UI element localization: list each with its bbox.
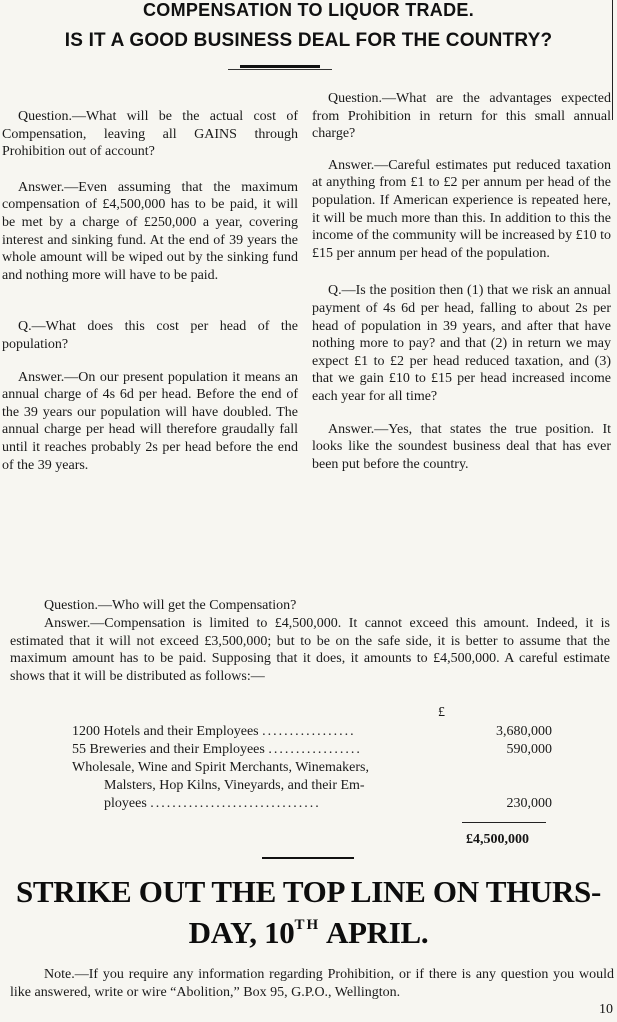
left-column xyxy=(2,108,298,474)
answer-advantages: Answer.—Careful estimates put reduced taxation at anything from £1 to £2 per annum per head of the population. If American experience is repeated here, it will be much more than this. In addition to this the income of the community will be increased by £10 to £15 per annum per head of the population. xyxy=(312,157,611,261)
question-per-head: Q.—What does this cost per head of the population? xyxy=(2,319,298,352)
row-label: 1200 Hotels and their Employees xyxy=(72,724,259,739)
headline-rule xyxy=(240,65,320,68)
row-label: 55 Breweries and their Employees xyxy=(72,742,265,757)
row-label: Malsters, Hop Kilns, Vineyards, and their Em- xyxy=(104,778,365,793)
row-label: Wholesale, Wine and Spirit Merchants, Winemakers, xyxy=(72,760,369,775)
distribution-total: £4,500,000 xyxy=(466,832,529,847)
distribution-row-continued xyxy=(104,778,365,794)
right-column xyxy=(312,90,611,473)
answer-per-head: Answer.—On our present population it means an annual charge of 4s 6d per head. Before the end of the 39 years our population will have doubled. The annual charge per head will therefore graudally fall until it reaches probably 2s per head before the end of the 39 years. xyxy=(2,369,298,473)
question-position: Q.—Is the position then (1) that we risk an annual payment of 4s 6d per head, falling to about 2s per head of population in 39 years, and after that have nothing more to pay? and that (2) in return we may expect £1 to £2 per head reduced taxation, and (3) that we gain £10 to £15 per head increased income each year for all time? xyxy=(312,283,611,404)
note-text: Note.—If you require any information regarding Prohibition, or if there is any question you would like answered, write or wire “Abolition,” Box 95, G.P.O., Wellington. xyxy=(10,967,614,1000)
page-folio: 10 xyxy=(599,1002,613,1017)
banner-line-1: STRIKE OUT THE TOP LINE ON THURS- xyxy=(15,874,602,909)
distribution-row xyxy=(72,742,362,758)
note xyxy=(10,966,614,1001)
question-cost: Question.—What will be the actual cost of Compensation, leaving all GAINS through Prohibition out of account? xyxy=(2,109,298,160)
answer-who-gets: Answer.—Compensation is limited to £4,500,000. It cannot exceed this amount. Indeed, it is estimated that it will not exceed £3,500,000; but to be on the safe side, it is better to assume that the maximum amount has to be paid. Supposing that it does, it amounts to £4,500,000. A careful estimate shows that it will be distributed as follows:— xyxy=(10,615,610,685)
compensation-section xyxy=(10,597,610,686)
leader-dots: ................. xyxy=(262,724,356,739)
section-rule xyxy=(262,857,354,859)
row-amount: 230,000 xyxy=(506,796,552,811)
banner-line-2 xyxy=(0,915,617,951)
question-who-gets: Question.—Who will get the Compensation? xyxy=(44,598,297,613)
banner-date: DAY, 10 xyxy=(188,915,295,950)
distribution-row xyxy=(72,724,356,740)
banner-date-suffix: TH xyxy=(294,917,321,933)
answer-position: Answer.—Yes, that states the true position. It looks like the soundest business deal that has ever been put before the country. xyxy=(312,421,611,472)
row-amount: 3,680,000 xyxy=(496,724,552,739)
currency-header: £ xyxy=(438,705,445,720)
row-label: ployees xyxy=(104,796,147,811)
banner-month: APRIL. xyxy=(320,915,429,950)
headline-line-2: IS IT A GOOD BUSINESS DEAL FOR THE COUNTRY? xyxy=(64,30,553,51)
headline-rule-thin xyxy=(228,69,332,70)
sum-rule xyxy=(462,822,546,823)
headline-line-1: COMPENSATION TO LIQUOR TRADE. xyxy=(142,0,475,20)
question-advantages: Question.—What are the advantages expected from Prohibition in return for this small annual charge? xyxy=(312,91,611,142)
distribution-row xyxy=(72,760,369,776)
leader-dots: ............................... xyxy=(150,796,321,811)
answer-cost: Answer.—Even assuming that the maximum compensation of £4,500,000 has to be paid, it will be met by a charge of £250,000 a year, covering interest and sinking fund. At the end of 39 years the whole amount will be wiped out by the sinking fund and nothing more will have to be paid. xyxy=(2,179,298,283)
distribution-row-continued xyxy=(104,796,321,812)
row-amount: 590,000 xyxy=(506,742,552,757)
leader-dots: ................. xyxy=(268,742,362,757)
distribution-table xyxy=(72,724,552,824)
